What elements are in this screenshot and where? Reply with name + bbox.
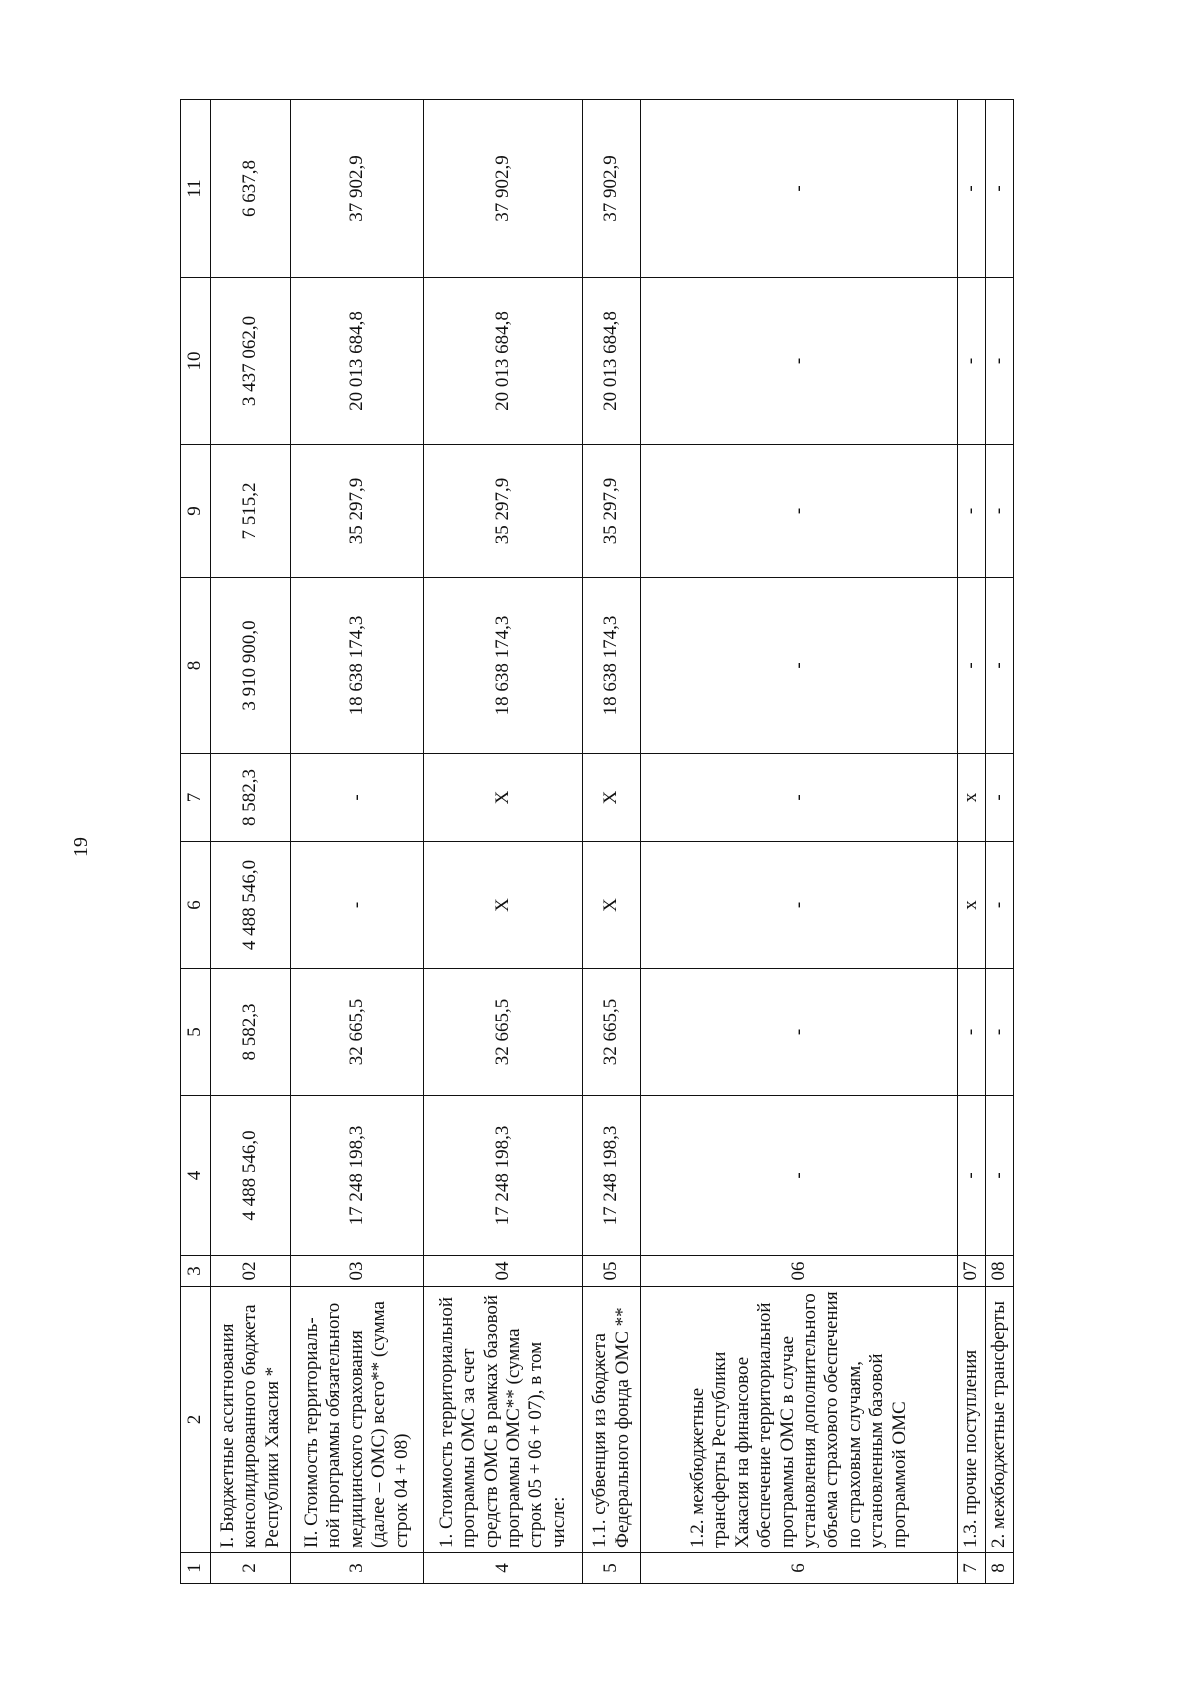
row-name: 1.2. межбюджетные трансферты Республики Хакасия на финансовое обеспечение территориальной программы ОМС в случае установления дополнительного объема страхового обеспечения по страховым случаям, установленным базовой программой ОМС <box>641 1287 958 1553</box>
value-cell: 8 582,3 <box>211 754 291 842</box>
row-code: 06 <box>641 1256 958 1287</box>
value-cell: - <box>958 1096 986 1256</box>
header-cell: 2 <box>181 1287 211 1553</box>
value-cell: - <box>291 754 424 842</box>
value-cell: - <box>291 842 424 969</box>
value-cell: 32 665,5 <box>291 969 424 1096</box>
table-row <box>641 100 958 1584</box>
value-cell: - <box>958 100 986 278</box>
row-name: I. Бюджетные ассигнования консолидированного бюджета Республики Хакасия * <box>211 1287 291 1553</box>
value-cell: 3 910 900,0 <box>211 578 291 754</box>
header-cell: 3 <box>181 1256 211 1287</box>
value-cell: 18 638 174,3 <box>291 578 424 754</box>
value-cell: 6 637,8 <box>211 100 291 278</box>
header-cell: 5 <box>181 969 211 1096</box>
row-code: 05 <box>583 1256 641 1287</box>
value-cell: Х <box>583 754 641 842</box>
row-code: 02 <box>211 1256 291 1287</box>
value-cell: Х <box>424 842 583 969</box>
row-number: 2 <box>211 1553 291 1584</box>
row-number: 5 <box>583 1553 641 1584</box>
table-row <box>424 100 583 1584</box>
value-cell: 18 638 174,3 <box>583 578 641 754</box>
value-cell: 35 297,9 <box>291 445 424 578</box>
page-number: 19 <box>70 837 92 857</box>
header-cell: 11 <box>181 100 211 278</box>
value-cell: 4 488 546,0 <box>211 1096 291 1256</box>
value-cell: - <box>986 754 1014 842</box>
header-cell: 4 <box>181 1096 211 1256</box>
header-cell: 6 <box>181 842 211 969</box>
header-cell: 10 <box>181 278 211 445</box>
value-cell: 37 902,9 <box>291 100 424 278</box>
value-cell: - <box>958 278 986 445</box>
row-name: II. Стоимость территориаль-ной программы обязательного медицинского страхования (далее – ОМС) всего** (сумма строк 04 + 08) <box>291 1287 424 1553</box>
value-cell: - <box>641 842 958 969</box>
value-cell: - <box>641 100 958 278</box>
value-cell: 32 665,5 <box>424 969 583 1096</box>
value-cell: 32 665,5 <box>583 969 641 1096</box>
value-cell: - <box>641 578 958 754</box>
value-cell: - <box>986 969 1014 1096</box>
row-name: 1.1. субвенция из бюджета Федерального фонда ОМС ** <box>583 1287 641 1553</box>
value-cell: 17 248 198,3 <box>424 1096 583 1256</box>
value-cell: 20 013 684,8 <box>583 278 641 445</box>
header-cell: 9 <box>181 445 211 578</box>
value-cell: 17 248 198,3 <box>583 1096 641 1256</box>
value-cell: - <box>986 578 1014 754</box>
row-number: 7 <box>958 1553 986 1584</box>
value-cell: - <box>986 445 1014 578</box>
row-number: 4 <box>424 1553 583 1584</box>
value-cell: Х <box>424 754 583 842</box>
value-cell: - <box>641 445 958 578</box>
value-cell: 3 437 062,0 <box>211 278 291 445</box>
value-cell: - <box>986 278 1014 445</box>
header-cell: 8 <box>181 578 211 754</box>
value-cell: - <box>641 1096 958 1256</box>
value-cell: - <box>986 1096 1014 1256</box>
row-number: 6 <box>641 1553 958 1584</box>
row-code: 07 <box>958 1256 986 1287</box>
value-cell: - <box>641 754 958 842</box>
financial-table <box>180 99 1014 1584</box>
rotated-table-container <box>180 100 1085 1584</box>
row-name: 2. межбюджетные трансферты <box>986 1287 1014 1553</box>
value-cell: Х <box>583 842 641 969</box>
table-row <box>291 100 424 1584</box>
value-cell: 7 515,2 <box>211 445 291 578</box>
value-cell: 37 902,9 <box>583 100 641 278</box>
value-cell: - <box>958 578 986 754</box>
value-cell: 37 902,9 <box>424 100 583 278</box>
value-cell: - <box>641 969 958 1096</box>
header-cell: 7 <box>181 754 211 842</box>
value-cell: 35 297,9 <box>583 445 641 578</box>
value-cell: 8 582,3 <box>211 969 291 1096</box>
row-number: 3 <box>291 1553 424 1584</box>
row-name: 1. Стоимость территориальной программы ОМС за счет средств ОМС в рамках базовой программы ОМС** (сумма строк 05 + 06 + 07), в том числе: <box>424 1287 583 1553</box>
table-row <box>958 100 986 1584</box>
value-cell: х <box>958 842 986 969</box>
row-code: 08 <box>986 1256 1014 1287</box>
header-row <box>181 100 211 1584</box>
table-row <box>211 100 291 1584</box>
value-cell: 18 638 174,3 <box>424 578 583 754</box>
value-cell: 35 297,9 <box>424 445 583 578</box>
value-cell: 20 013 684,8 <box>424 278 583 445</box>
value-cell: - <box>641 278 958 445</box>
value-cell: 20 013 684,8 <box>291 278 424 445</box>
value-cell: 17 248 198,3 <box>291 1096 424 1256</box>
value-cell: х <box>958 754 986 842</box>
value-cell: - <box>958 969 986 1096</box>
value-cell: - <box>958 445 986 578</box>
value-cell: 4 488 546,0 <box>211 842 291 969</box>
table-row <box>583 100 641 1584</box>
row-code: 03 <box>291 1256 424 1287</box>
value-cell: - <box>986 842 1014 969</box>
value-cell: - <box>986 100 1014 278</box>
row-code: 04 <box>424 1256 583 1287</box>
header-cell: 1 <box>181 1553 211 1584</box>
row-number: 8 <box>986 1553 1014 1584</box>
row-name: 1.3. прочие поступления <box>958 1287 986 1553</box>
table-row <box>986 100 1014 1584</box>
